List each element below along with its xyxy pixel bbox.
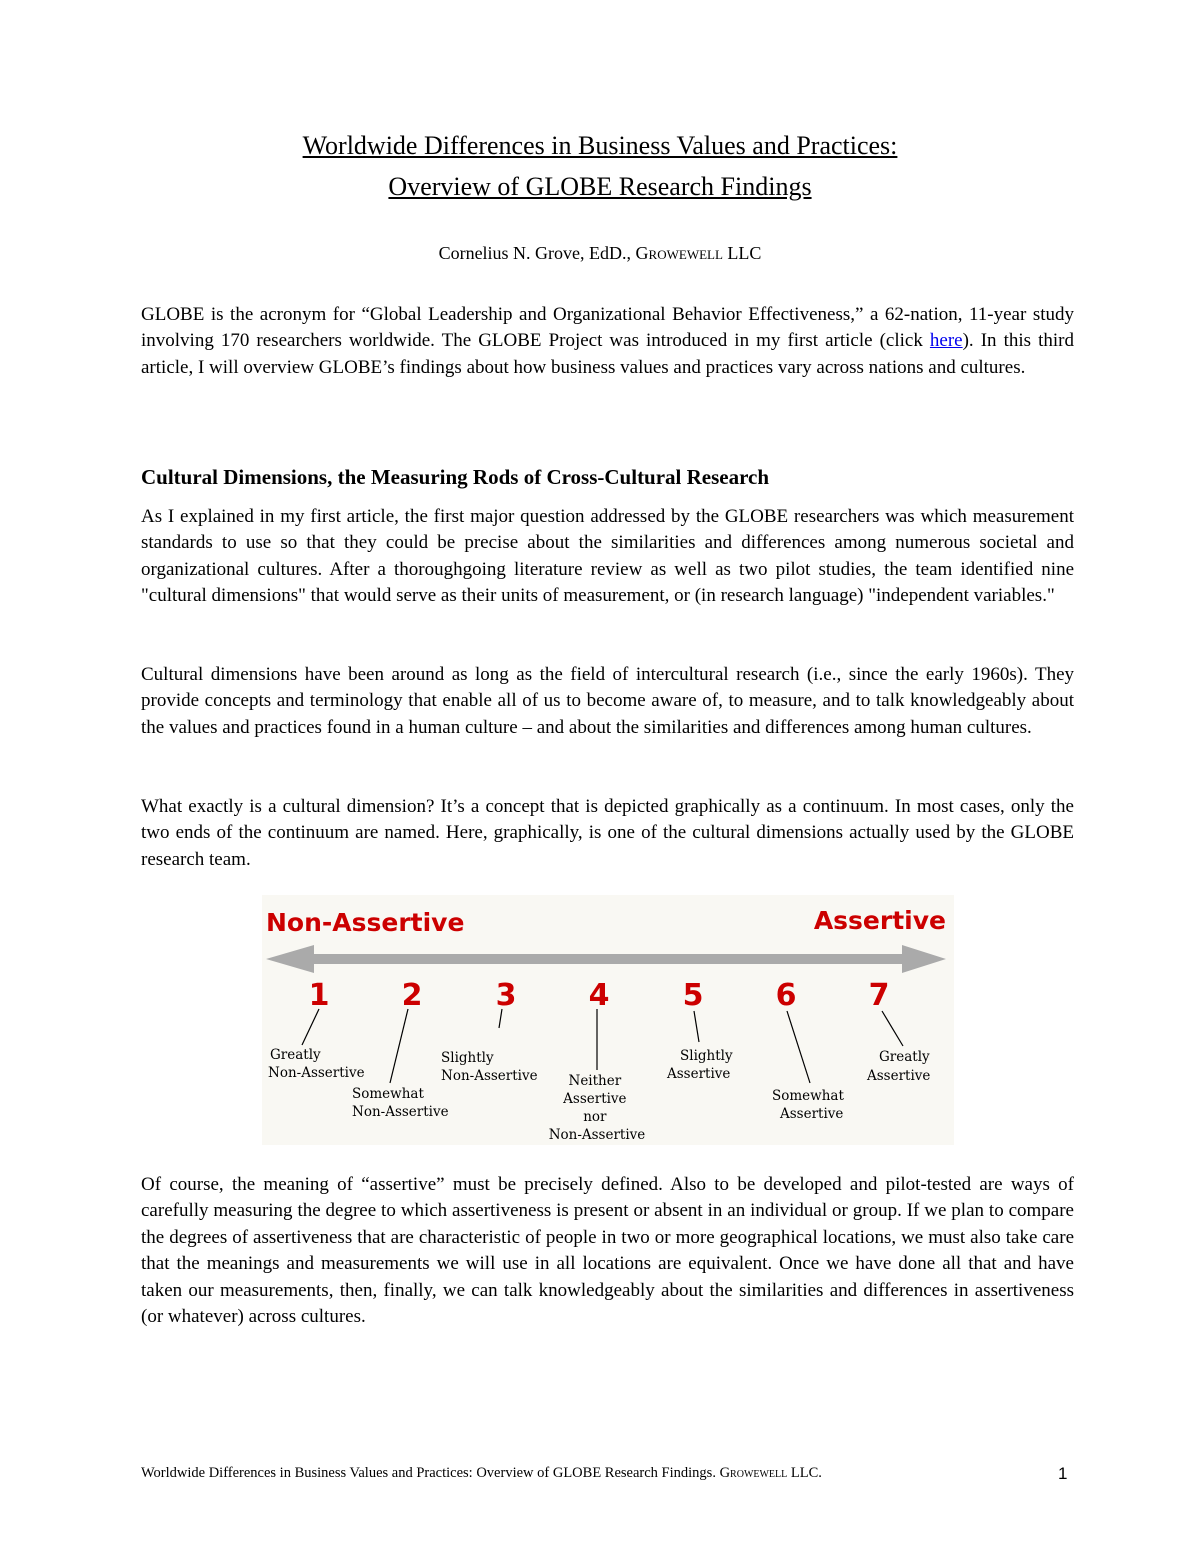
scale-point-2 — [352, 978, 449, 1120]
scale-label: Slightly Assertive — [667, 1048, 733, 1082]
scale-label: Greatly Non-Assertive — [268, 1047, 365, 1081]
leader-line — [694, 1011, 699, 1042]
author-line — [0, 240, 1200, 266]
scale-point-7 — [866, 978, 934, 1084]
scale-number: 7 — [868, 978, 890, 1013]
continuum-arrow — [266, 945, 946, 973]
section-heading: Cultural Dimensions, the Measuring Rods of Cross-Cultural Research — [141, 465, 770, 489]
intro-paragraph — [141, 302, 1074, 381]
title-line-2: Overview of GLOBE Research Findings — [388, 172, 812, 201]
here-link[interactable]: here — [929, 330, 963, 352]
scale-point-4 — [549, 978, 646, 1143]
leader-line — [882, 1011, 903, 1046]
right-end-label: Assertive — [813, 906, 946, 935]
continuum-diagram — [262, 895, 954, 1145]
title-line-1: Worldwide Differences in Business Values and Practices: — [302, 131, 898, 160]
scale-point-6 — [772, 978, 848, 1122]
left-end-label: Non-Assertive — [266, 908, 465, 937]
scale-label: Somewhat Assertive — [772, 1088, 844, 1122]
assertiveness-continuum-figure — [262, 895, 954, 1145]
leader-line — [390, 1009, 408, 1083]
paragraph-3: What exactly is a cultural dimension? It’s a concept that is depicted graphically as a continuum. In most cases, only the two ends of the continuum are named. Here, graphically, is one of the cultural dimensions actually used by the GLOBE research team. — [141, 796, 1074, 870]
scale-number: 5 — [682, 978, 704, 1013]
scale-label: Neither Assertive nor Non-Assertive — [548, 1073, 646, 1143]
scale-points — [268, 978, 934, 1143]
author-company: Growewell — [635, 243, 723, 263]
author-company-suffix: LLC — [722, 243, 762, 263]
paragraph-1: As I explained in my first article, the first major question addressed by the GLOBE researchers was which measurement standards to use so that they could be precise about the similarities and differences among numerous societal and organizational cultures. After a thoroughgoing literature review as well as two pilot studies, the team identified nine "cultural dimensions" that would serve as their units of measurement, or (in research language) "independent variables." — [141, 506, 1074, 607]
scale-number: 4 — [588, 978, 610, 1013]
scale-point-1 — [268, 978, 365, 1081]
scale-label: Slightly Non-Assertive — [441, 1050, 538, 1084]
scale-number: 6 — [775, 978, 797, 1013]
scale-number: 2 — [401, 978, 423, 1013]
paragraph-2: Cultural dimensions have been around as long as the field of intercultural research (i.e., since the early 1960s). They provide concepts and terminology that enable all of us to become aware of, to measure, and to talk knowledgeably about the values and practices found in a human culture – and about the similarities and differences among human cultures. — [141, 664, 1074, 738]
intro-text-after: ). In this third article, I will overview GLOBE’s findings about how business values and practices vary across nations and cultures. — [141, 330, 1074, 378]
scale-label: Greatly Assertive — [867, 1049, 931, 1084]
footer-company: Growewell — [719, 1465, 788, 1481]
author-name: Cornelius N. Grove, EdD., — [438, 243, 636, 263]
scale-number: 1 — [308, 978, 330, 1013]
scale-point-3 — [441, 978, 538, 1084]
scale-point-5 — [666, 978, 737, 1082]
page-number: 1 — [1058, 1464, 1068, 1483]
scale-number: 3 — [495, 978, 517, 1013]
scale-label: Somewhat Non-Assertive — [352, 1086, 449, 1120]
intro-text-before: GLOBE is the acronym for “Global Leadership and Organizational Behavior Effectiveness,” a 62-nation, 11-year study involving 170 researchers worldwide. The GLOBE Project was introduced in my first article (click — [141, 304, 1074, 352]
paragraph-4: Of course, the meaning of “assertive” must be precisely defined. Also to be developed and pilot-tested are ways of carefully measuring the degree to which assertiveness is present or absent in an individual or group. If we plan to compare the degrees of assertiveness that are characteristic of people in two or more geographical locations, we must also take care that the meanings and measurements we will use in all locations are equivalent. Once we have done all that and have taken our measurements, then, finally, we can talk knowledgeably about the similarities and differences in assertiveness (or whatever) across cultures. — [141, 1174, 1074, 1328]
page-footer — [141, 1463, 822, 1483]
footer-text: Worldwide Differences in Business Values and Practices: Overview of GLOBE Research Findings. — [141, 1465, 720, 1481]
leader-line — [787, 1011, 810, 1083]
leader-line — [302, 1009, 319, 1045]
footer-company-suffix: LLC. — [787, 1465, 822, 1481]
